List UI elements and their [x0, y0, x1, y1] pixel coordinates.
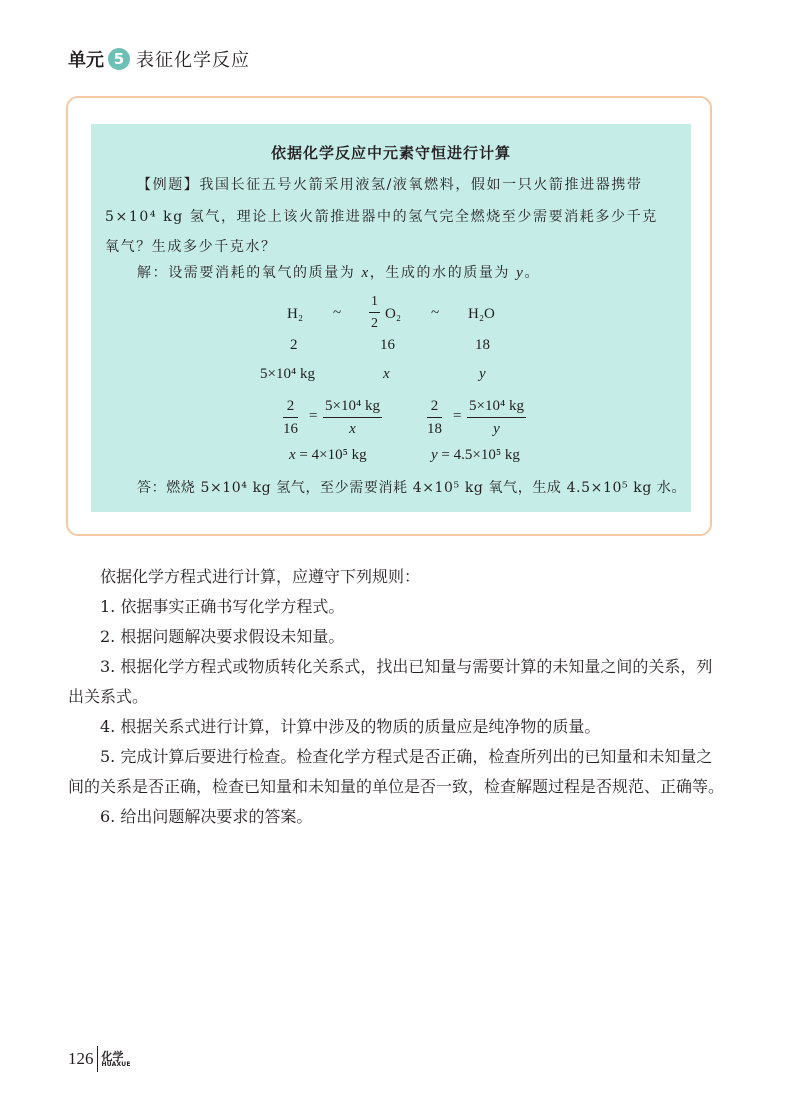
- rule-item-4: 4. 根据关系式进行计算，计算中涉及的物质的质量应是纯净物的质量。: [100, 717, 601, 736]
- formula-o2: O₂: [385, 306, 402, 322]
- rule-item-1: 1. 依据事实正确书写化学方程式。: [100, 597, 345, 616]
- solution-var-x: x: [361, 265, 370, 281]
- rules-intro: 依据化学方程式进行计算，应遵守下列规则：: [100, 567, 421, 586]
- fraction-known-x-num: 5×10⁴ kg: [323, 398, 382, 418]
- fraction-known-x: [323, 398, 382, 438]
- fraction-known-y-num: 5×10⁴ kg: [467, 398, 526, 418]
- footer-subject: [102, 1051, 131, 1068]
- mass-h2: 2: [290, 337, 298, 353]
- rule-item-3: 3. 根据化学方程式或物质转化关系式，找出已知量与需要计算的未知量之间的关系，列出关系式。: [68, 657, 713, 706]
- unit-header: [68, 46, 250, 72]
- rule-item-6: 6. 给出问题解决要求的答案。: [100, 807, 313, 826]
- unit-label: 单元: [68, 50, 104, 71]
- rule-item-2: 2. 根据问题解决要求假设未知量。: [100, 627, 345, 646]
- example-text-line-3: 氧气？生成多少千克水？: [105, 239, 277, 255]
- relation-tilde-2: ~: [431, 305, 440, 321]
- fraction-2-16-num: 2: [283, 398, 298, 418]
- unknown-y: y: [479, 366, 486, 382]
- result-y-value: = 4.5×10⁵ kg: [437, 447, 520, 463]
- fraction-2-18-den: 18: [427, 421, 442, 437]
- solution-intro-a: 解：设需要消耗的氧气的质量为: [137, 265, 362, 281]
- half-denominator: 2: [371, 316, 378, 331]
- known-mass: 5×10⁴ kg: [260, 366, 315, 382]
- solution-intro-b: ，生成的水的质量为: [369, 265, 517, 281]
- fraction-known-y-den: y: [493, 421, 500, 437]
- result-x: [289, 447, 367, 464]
- fraction-2-18-num: 2: [427, 398, 442, 418]
- result-x-var: x: [289, 447, 296, 463]
- solution-intro-c: 。: [524, 265, 541, 281]
- example-text-line-2: 5×10⁴ kg 氢气，理论上该火箭推进器中的氢气完全燃烧至少需要消耗多少千克: [105, 209, 658, 225]
- half-fraction: [369, 294, 380, 332]
- fraction-known-x-den: x: [349, 421, 356, 437]
- fraction-2-18: [427, 398, 442, 438]
- example-answer: 答：燃烧 5×10⁴ kg 氢气，至少需要消耗 4×10⁵ kg 氧气，生成 4.5×10⁵ kg 水。: [137, 480, 687, 496]
- footer-divider: [97, 1046, 98, 1072]
- mass-o2: 16: [380, 337, 395, 353]
- example-panel: [91, 124, 691, 512]
- formula-h2o: H₂O: [468, 306, 495, 322]
- page-footer: [68, 1046, 131, 1072]
- fraction-2-16-den: 16: [283, 421, 298, 437]
- footer-subject-pinyin: HUAXUE: [101, 1060, 131, 1068]
- example-text-line-1: 【例题】我国长征五号火箭采用液氢/液氧燃料，假如一只火箭推进器携带: [137, 177, 643, 193]
- solution-var-y: y: [516, 265, 525, 281]
- unknown-x: x: [383, 366, 390, 382]
- solution-intro: [137, 262, 540, 282]
- footer-subject-name: 化学: [101, 1049, 124, 1063]
- example-title: 依据化学反应中元素守恒进行计算: [270, 144, 511, 162]
- page-number: 126: [68, 1049, 94, 1068]
- formula-h2: H₂: [287, 306, 304, 322]
- equals-1: =: [309, 408, 318, 424]
- mass-h2o: 18: [475, 337, 490, 353]
- result-y-var: y: [431, 447, 438, 463]
- rules-section: [68, 562, 728, 832]
- equals-2: =: [453, 408, 462, 424]
- half-numerator: 1: [369, 294, 380, 313]
- relation-tilde-1: ~: [333, 305, 342, 321]
- unit-number-badge: 5: [108, 48, 130, 70]
- result-y: [431, 447, 520, 464]
- unit-title: 表征化学反应: [136, 50, 250, 71]
- fraction-known-y: [467, 398, 526, 438]
- result-x-value: = 4×10⁵ kg: [295, 447, 367, 463]
- rule-item-5: 5. 完成计算后要进行检查。检查化学方程式是否正确，检查所列出的已知量和未知量之间的关系是否正确，检查已知量和未知量的单位是否一致，检查解题过程是否规范、正确等。: [68, 747, 725, 796]
- fraction-2-16: [283, 398, 298, 438]
